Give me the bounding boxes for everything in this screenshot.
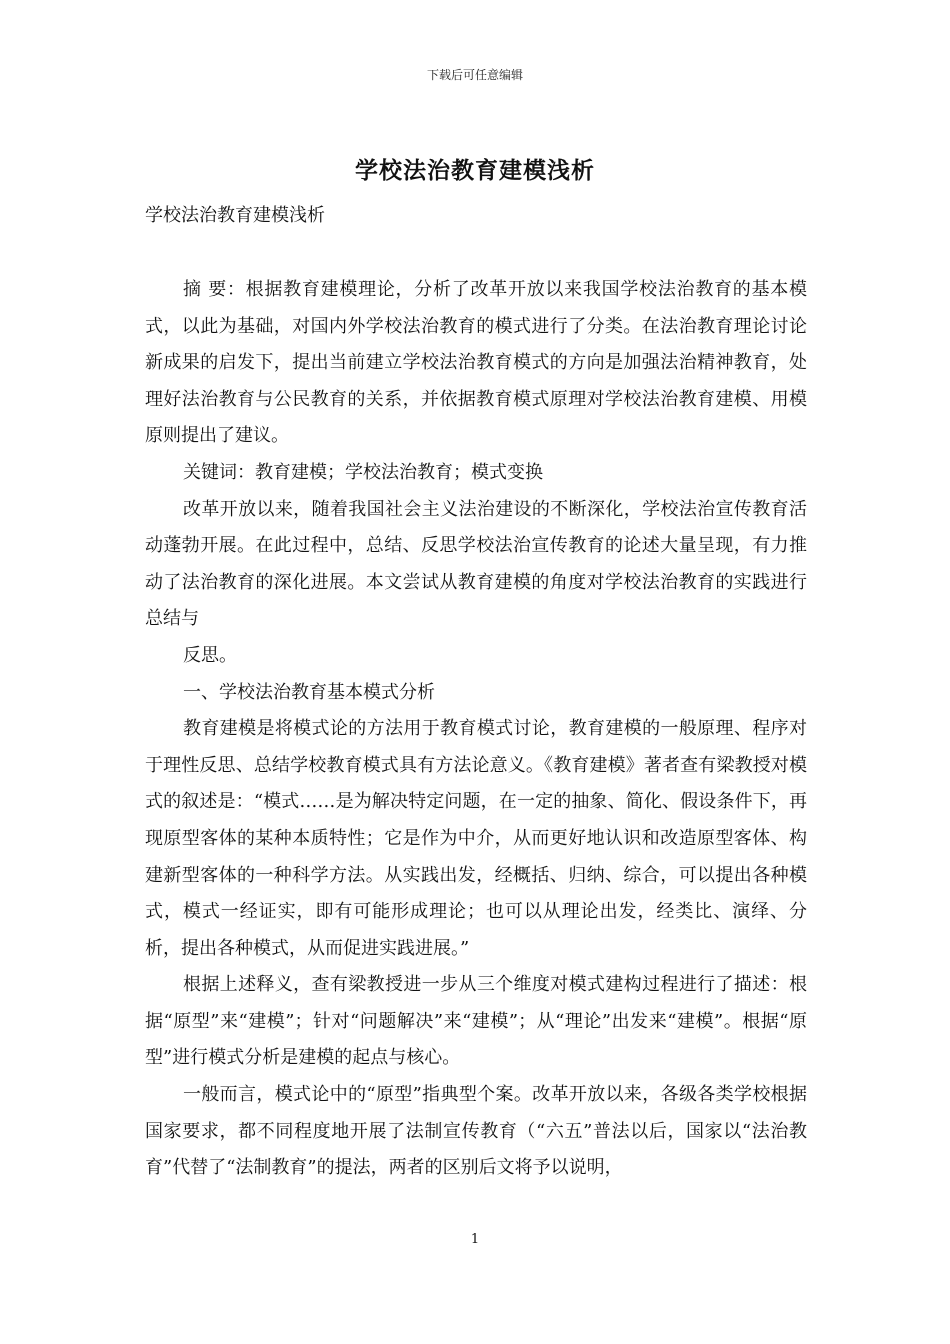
page-number: 1 [470,1232,480,1247]
document-body [145,272,807,1187]
body-paragraph: 教育建模是将模式论的方法用于教育模式讨论，教育建模的一般原理、程序对于理性反思、总结学校教育模式具有方法论意义。《教育建模》著者查有梁教授对模式的叙述是：“模式……是为解决特定问题，在一定的抽象、简化、假设条件下，再现原型客体的某种本质特性；它是作为中介，从而更好地认识和改造原型客体、构建新型客体的一种科学方法。从实践出发，经概括、归纳、综合，可以提出各种模式，模式一经证实，即有可能形成理论；也可以从理论出发，经类比、演绎、分析，提出各种模式，从而促进实践进展。” [145,718,807,959]
section-heading: 一、学校法治教育基本模式分析 [183,681,435,703]
document-subtitle: 学校法治教育建模浅析 [145,205,325,226]
abstract-paragraph: 摘 要：根据教育建模理论，分析了改革开放以来我国学校法治教育的基本模式，以此为基础，对国内外学校法治教育的模式进行了分类。在法治教育理论讨论新成果的启发下，提出当前建立学校法治教育模式的方向是加强法治精神教育，处理好法治教育与公民教育的关系，并依据教育模式原理对学校法治教育建模、用模原则提出了建议。 [145,279,807,447]
body-paragraph: 一般而言，模式论中的“原型”指典型个案。改革开放以来，各级各类学校根据国家要求，都不同程度地开展了法制宣传教育（“六五”普法以后，国家以“法治教育”代替了“法制教育”的提法，两者的区别后文将予以说明， [145,1084,807,1179]
intro-paragraph: 改革开放以来，随着我国社会主义法治建设的不断深化，学校法治宣传教育活动蓬勃开展。在此过程中，总结、反思学校法治宣传教育的论述大量呈现，有力推动了法治教育的深化进展。本文尝试从教育建模的角度对学校法治教育的实践进行总结与 [145,498,807,630]
keywords-paragraph: 关键词：教育建模；学校法治教育；模式变换 [183,461,543,483]
intro-continuation: 反思。 [183,644,237,666]
body-paragraph: 根据上述释义，查有梁教授进一步从三个维度对模式建构过程进行了描述：根据“原型”来“建模”；针对“问题解决”来“建模”；从“理论”出发来“建模”。根据“原型”进行模式分析是建模的起点与核心。 [145,974,807,1069]
document-title: 学校法治教育建模浅析 [355,157,595,184]
page-header: 下载后可任意编辑 [426,68,523,82]
